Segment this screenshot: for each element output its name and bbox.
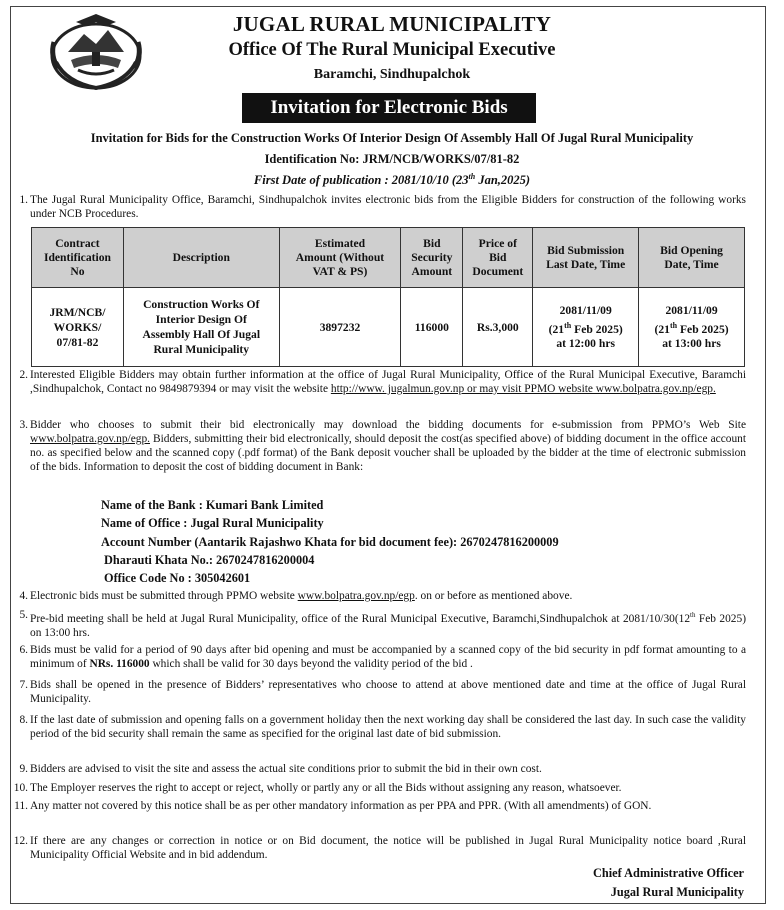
clause-text: If there are any changes or correction in notice or on Bid document, the notice will be published in Jugal Rural Municipality notice board ,Rural Municipality Official Website and in bid addendum. <box>30 835 746 861</box>
office-title: Office Of The Rural Municipal Executive <box>228 40 556 60</box>
clause-number: 9. <box>19 763 28 775</box>
clause-12 <box>13 834 746 862</box>
clause-9 <box>19 762 746 776</box>
clause-number: 7. <box>19 679 28 691</box>
cell-estimated-amount: 3897232 <box>279 288 401 367</box>
bid-table <box>31 227 745 367</box>
col-opening-date: Bid Opening Date, Time <box>639 228 745 288</box>
clause-text: Interested Eligible Bidders may obtain further information at the office of Jugal Rural Municipality, Office of the Rural Municipal Executive, Baramchi ,Sindhupalchok, Contact no 9849879394 or may visit the website http://www. jugalmun.gov.np or may visit PPMO website www.bolpatra.gov.np/egp. <box>30 369 746 395</box>
signatory-title: Chief Administrative Officer <box>593 866 744 880</box>
clause-8 <box>19 713 746 741</box>
clause-text: If the last date of submission and opening falls on a government holiday then the next working day shall be considered the last day. In such case the validity period of the bid security shall remain the same as specified for the original last date of bid submission. <box>30 714 746 740</box>
website-link[interactable]: http://www. jugalmun.gov.np or may visit PPMO website www.bolpatra.gov.np/egp. <box>330 383 716 395</box>
clause-text: Electronic bids must be submitted through PPMO website www.bolpatra.gov.np/egp. on or before as mentioned above. <box>30 590 573 602</box>
clause-number: 1. <box>19 194 28 206</box>
clause-text: Pre-bid meeting shall be held at Jugal Rural Municipality, office of the Rural Municipal Executive, Baramchi,Sindhupalchok at 2081/10/30(12th Feb 2025) on 13:00 hrs. <box>30 611 746 639</box>
bid-subject: Invitation for Bids for the Construction Works Of Interior Design Of Assembly Hall Of Jugal Rural Municipality <box>90 131 694 145</box>
clause-10 <box>13 781 746 795</box>
col-contract-id: Contract Identification No <box>32 228 124 288</box>
clause-number: 11. <box>14 800 28 812</box>
clause-text: The Jugal Rural Municipality Office, Baramchi, Sindhupalchok invites electronic bids from the Eligible Bidders for construction of the following works under NCB Procedures. <box>30 194 746 220</box>
col-submission-date: Bid Submission Last Date, Time <box>533 228 639 288</box>
clause-number: 6. <box>19 644 28 656</box>
col-bid-security: Bid Security Amount <box>401 228 463 288</box>
col-estimated-amount: Estimated Amount (Without VAT & PS) <box>279 228 401 288</box>
clause-number: 2. <box>19 369 28 381</box>
clause-number: 10. <box>13 782 28 794</box>
bank-office-name: Name of Office : Jugal Rural Municipality <box>101 516 324 530</box>
clause-5 <box>19 608 746 640</box>
clause-number: 5. <box>19 609 28 621</box>
bank-name: Name of the Bank : Kumari Bank Limited <box>101 498 324 512</box>
clause-number: 12. <box>13 835 28 847</box>
cell-bid-security: 116000 <box>401 288 463 367</box>
location: Baramchi, Sindhupalchok <box>313 67 471 82</box>
ppmo-link[interactable]: www.bolpatra.gov.np/egp. <box>30 433 150 445</box>
clause-number: 3. <box>19 419 28 431</box>
municipality-title: JUGAL RURAL MUNICIPALITY <box>232 12 552 36</box>
notice-banner: Invitation for Electronic Bids <box>242 93 536 123</box>
clause-number: 8. <box>19 714 28 726</box>
clause-11 <box>14 799 746 813</box>
clause-1 <box>19 193 746 221</box>
clause-text: Bids shall be opened in the presence of Bidders’ representatives who choose to attend at above mentioned date and time at the office of Jugal Rural Municipality. <box>30 679 746 705</box>
cell-contract-id: JRM/NCB/ WORKS/ 07/81-82 <box>32 288 124 367</box>
office-code: Office Code No : 305042601 <box>104 571 251 585</box>
col-document-price: Price of Bid Document <box>463 228 533 288</box>
clause-6 <box>19 643 746 671</box>
clause-number: 4. <box>19 590 28 602</box>
clause-text: Bidders are advised to visit the site and assess the actual site conditions prior to submit the bid in their own cost. <box>30 763 542 775</box>
clause-text: Any matter not covered by this notice shall be as per other mandatory information as per PPA and PPR. (With all amendments) of GON. <box>30 800 652 812</box>
col-description: Description <box>123 228 279 288</box>
signatory-org: Jugal Rural Municipality <box>610 885 744 899</box>
ppmo-link[interactable]: www.bolpatra.gov.np/egp <box>297 590 415 602</box>
table-header-row <box>32 228 745 288</box>
table-row <box>32 288 745 367</box>
clause-2 <box>19 368 746 396</box>
clause-4 <box>19 589 746 603</box>
clause-3 <box>19 418 746 474</box>
publication-date: First Date of publication : 2081/10/10 (23th Jan,2025) <box>253 172 531 188</box>
cell-description: Construction Works Of Interior Design Of Assembly Hall Of Jugal Rural Municipality <box>123 288 279 367</box>
dharauti-khata: Dharauti Khata No.: 2670247816200004 <box>104 553 315 567</box>
clause-text: The Employer reserves the right to accept or reject, wholly or partly any or all the Bids without assigning any reason, whatsoever. <box>30 782 622 794</box>
cell-document-price: Rs.3,000 <box>463 288 533 367</box>
clause-7 <box>19 678 746 706</box>
cell-opening-date: 2081/11/09 (21th Feb 2025) at 13:00 hrs <box>639 288 745 367</box>
identification-number: Identification No: JRM/NCB/WORKS/07/81-82 <box>264 152 520 166</box>
bank-account-number: Account Number (Aantarik Rajashwo Khata for bid document fee): 2670247816200009 <box>101 535 559 549</box>
clause-text: Bidder who chooses to submit their bid electronically may download the bidding documents for e-submission from PPMO’s Web Site www.bolpatra.gov.np/egp. Bidders, submitting their bid electronically, should deposit the cost(as specified above) of bidding document in the office account no. as specified below and the scanned copy (.pdf format) of the Bank deposit voucher shall be uploaded by the bidder at the time of electronic submission of the bids. Information to deposit the cost of bidding document in Bank: <box>30 419 746 473</box>
clause-text: Bids must be valid for a period of 90 days after bid opening and must be accompanied by a scanned copy of the bid security in pdf format amounting to a minimum of NRs. 116000 which shall be valid for 30 days beyond the validity period of the bid . <box>30 644 746 670</box>
cell-submission-date: 2081/11/09 (21th Feb 2025) at 12:00 hrs <box>533 288 639 367</box>
